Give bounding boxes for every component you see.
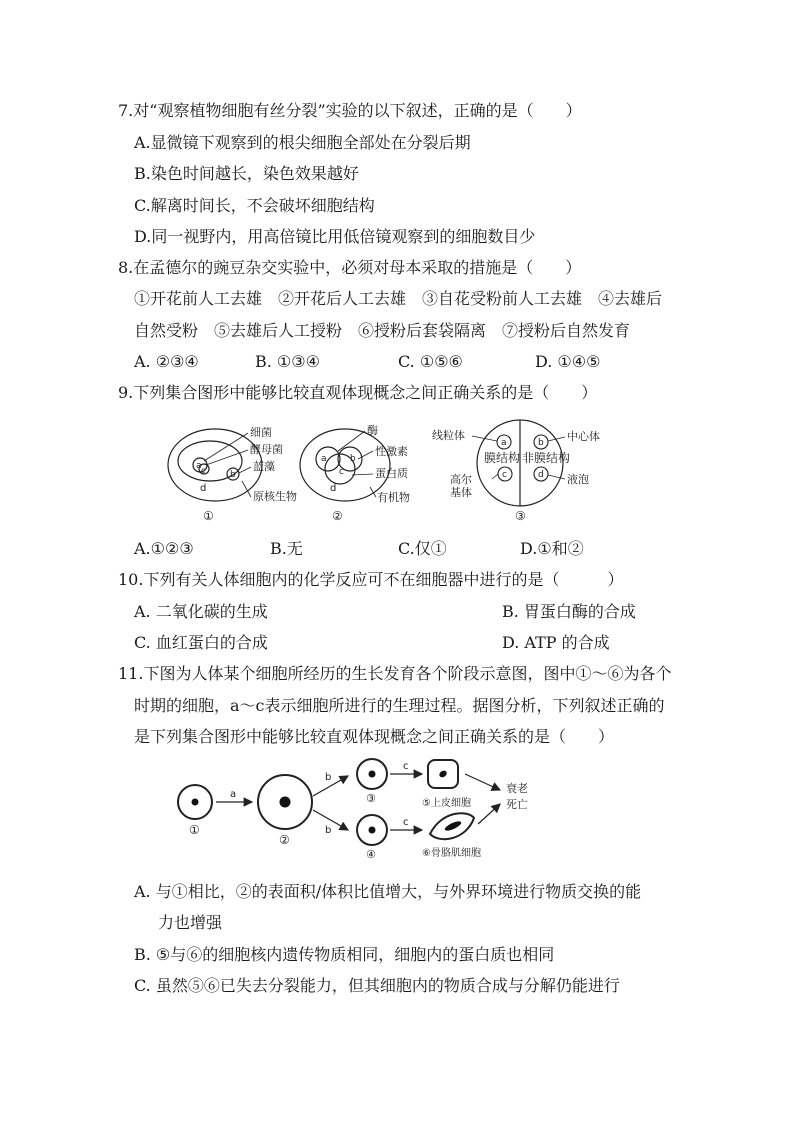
label-vacuole: 液泡: [567, 473, 589, 486]
q11-option-b: B. ⑤与⑥的细胞核内遗传物质相同，细胞内的蛋白质也相同: [134, 945, 555, 964]
q8-option-b: B. ①③④: [255, 352, 320, 371]
label-skeletal-muscle: ⑥骨胳肌细胞: [422, 848, 481, 859]
arrow-aging-lower: [478, 804, 500, 824]
q7-option-d: D.同一视野内，用高倍镜比用低倍镜观察到的细胞数目少: [134, 227, 536, 246]
label-protein: 蛋白质: [375, 467, 408, 480]
label-mitochondria: 线粒体: [432, 429, 465, 442]
q11-stem-line3: 是下列集合图形中能够比较直观体现概念之间正确关系的是（ ）: [134, 727, 615, 746]
cell-3: [357, 759, 387, 805]
label-process-b2: b: [325, 825, 332, 836]
label-process-b1: b: [325, 772, 332, 783]
label-a: a: [321, 454, 327, 464]
cell-4: [357, 815, 387, 861]
label-c: c: [339, 467, 344, 477]
cell-1: [178, 785, 212, 837]
q8-option-c: C. ①⑤⑥: [398, 352, 463, 371]
label-membrane-structure: 膜结构: [484, 451, 521, 465]
label-a: a: [196, 461, 202, 471]
label-b: b: [350, 454, 356, 464]
q9-set-diagrams: [160, 415, 620, 530]
svg-text:③: ③: [366, 792, 376, 805]
label-cyanobacteria: 蓝藻: [253, 460, 275, 473]
cell-2: [258, 775, 312, 847]
label-nonmembrane-structure: 非膜结构: [522, 451, 571, 465]
label-c: c: [201, 466, 206, 475]
cell-5-epithelial: [422, 760, 471, 809]
label-process-c2: c: [403, 817, 409, 828]
label-d: d: [330, 483, 337, 494]
q10-option-a: A. 二氧化碳的生成: [134, 602, 268, 621]
label-sex-hormone: 性激素: [375, 445, 408, 458]
label-enzyme: 酶: [367, 424, 378, 437]
label-golgi-2: 基体: [450, 486, 472, 499]
label-death: 死亡: [506, 798, 528, 811]
svg-text:①: ①: [189, 823, 200, 837]
q8-stem: 8.在孟德尔的豌豆杂交实验中，必须对母本采取的措施是（ ）: [118, 258, 582, 277]
svg-text:④: ④: [366, 848, 376, 861]
q10-option-c: C. 血红蛋白的合成: [134, 633, 268, 652]
label-d: d: [200, 483, 207, 494]
label-c: c: [502, 470, 507, 480]
label-bacteria: 细菌: [250, 426, 272, 439]
label-golgi-1: 高尔: [450, 473, 472, 486]
figure-number-1: ①: [203, 509, 214, 523]
svg-text:②: ②: [279, 833, 290, 847]
q9-figure-3: [432, 420, 600, 523]
q7-stem: 7.对“观察植物细胞有丝分裂”实验的以下叙述，正确的是（ ）: [118, 101, 582, 120]
q9-figure-2: [300, 423, 410, 523]
q7-option-b: B.染色时间越长，染色效果越好: [134, 164, 359, 183]
label-b: b: [538, 438, 544, 448]
q11-option-a-line1: A. 与①相比，②的表面积/体积比值增大，与外界环境进行物质交换的能: [134, 882, 642, 901]
q11-option-a-line2: 力也增强: [158, 913, 223, 932]
q7-option-a: A.显微镜下观察到的根尖细胞全部处在分裂后期: [134, 133, 471, 152]
label-epithelial: ⑤上皮细胞: [422, 798, 471, 809]
q10-stem: 10.下列有关人体细胞内的化学反应可不在细胞器中进行的是（ ）: [118, 570, 624, 589]
q7-option-c: C.解离时间长，不会破坏细胞结构: [134, 196, 375, 215]
q11-stem-line2: 时期的细胞，a～c表示细胞所进行的生理过程。据图分析，下列叙述正确的: [134, 696, 665, 715]
label-d: d: [538, 470, 544, 480]
figure-number-2: ②: [332, 509, 343, 523]
label-process-c1: c: [403, 761, 409, 772]
q9-figure-1: [168, 425, 297, 523]
q9-option-b: B.无: [270, 539, 303, 558]
q11-stem-line1: 11.下图为人体某个细胞所经历的生长发育各个阶段示意图，图中①～⑥为各个: [118, 664, 672, 683]
q11-option-c: C. 虽然⑤⑥已失去分裂能力，但其细胞内的物质合成与分解仍能进行: [134, 976, 620, 995]
label-yeast: 酵母菌: [250, 443, 283, 456]
q8-items-line1: ①开花前人工去雄 ②开花后人工去雄 ③自花受粉前人工去雄 ④去雄后: [134, 289, 663, 308]
q10-option-b: B. 胃蛋白酶的合成: [502, 602, 636, 621]
figure-number-3: ③: [515, 509, 526, 523]
q8-option-a: A. ②③④: [134, 352, 199, 371]
q8-option-d: D. ①④⑤: [535, 352, 601, 371]
q9-stem: 9.下列集合图形中能够比较直观体现概念之间正确关系的是（ ）: [118, 383, 598, 402]
label-aging: 衰老: [506, 782, 528, 795]
q9-option-a: A.①②③: [134, 539, 194, 558]
q8-items-line2: 自然受粉 ⑤去雄后人工授粉 ⑥授粉后套袋隔离 ⑦授粉后自然发育: [134, 321, 631, 340]
q9-option-c: C.仅①: [398, 539, 447, 558]
arrow-aging-upper: [465, 774, 500, 790]
q9-option-d: D.①和②: [520, 539, 584, 558]
q11-cell-development-diagram: [170, 752, 540, 867]
q10-option-d: D. ATP 的合成: [502, 633, 610, 652]
label-a: a: [501, 438, 507, 448]
label-process-a: a: [230, 789, 237, 800]
label-b: b: [230, 470, 236, 480]
label-prokaryote: 原核生物: [253, 490, 297, 503]
cell-6-muscle: [422, 813, 481, 859]
label-organic: 有机物: [377, 491, 410, 504]
label-centriole: 中心体: [567, 430, 600, 443]
